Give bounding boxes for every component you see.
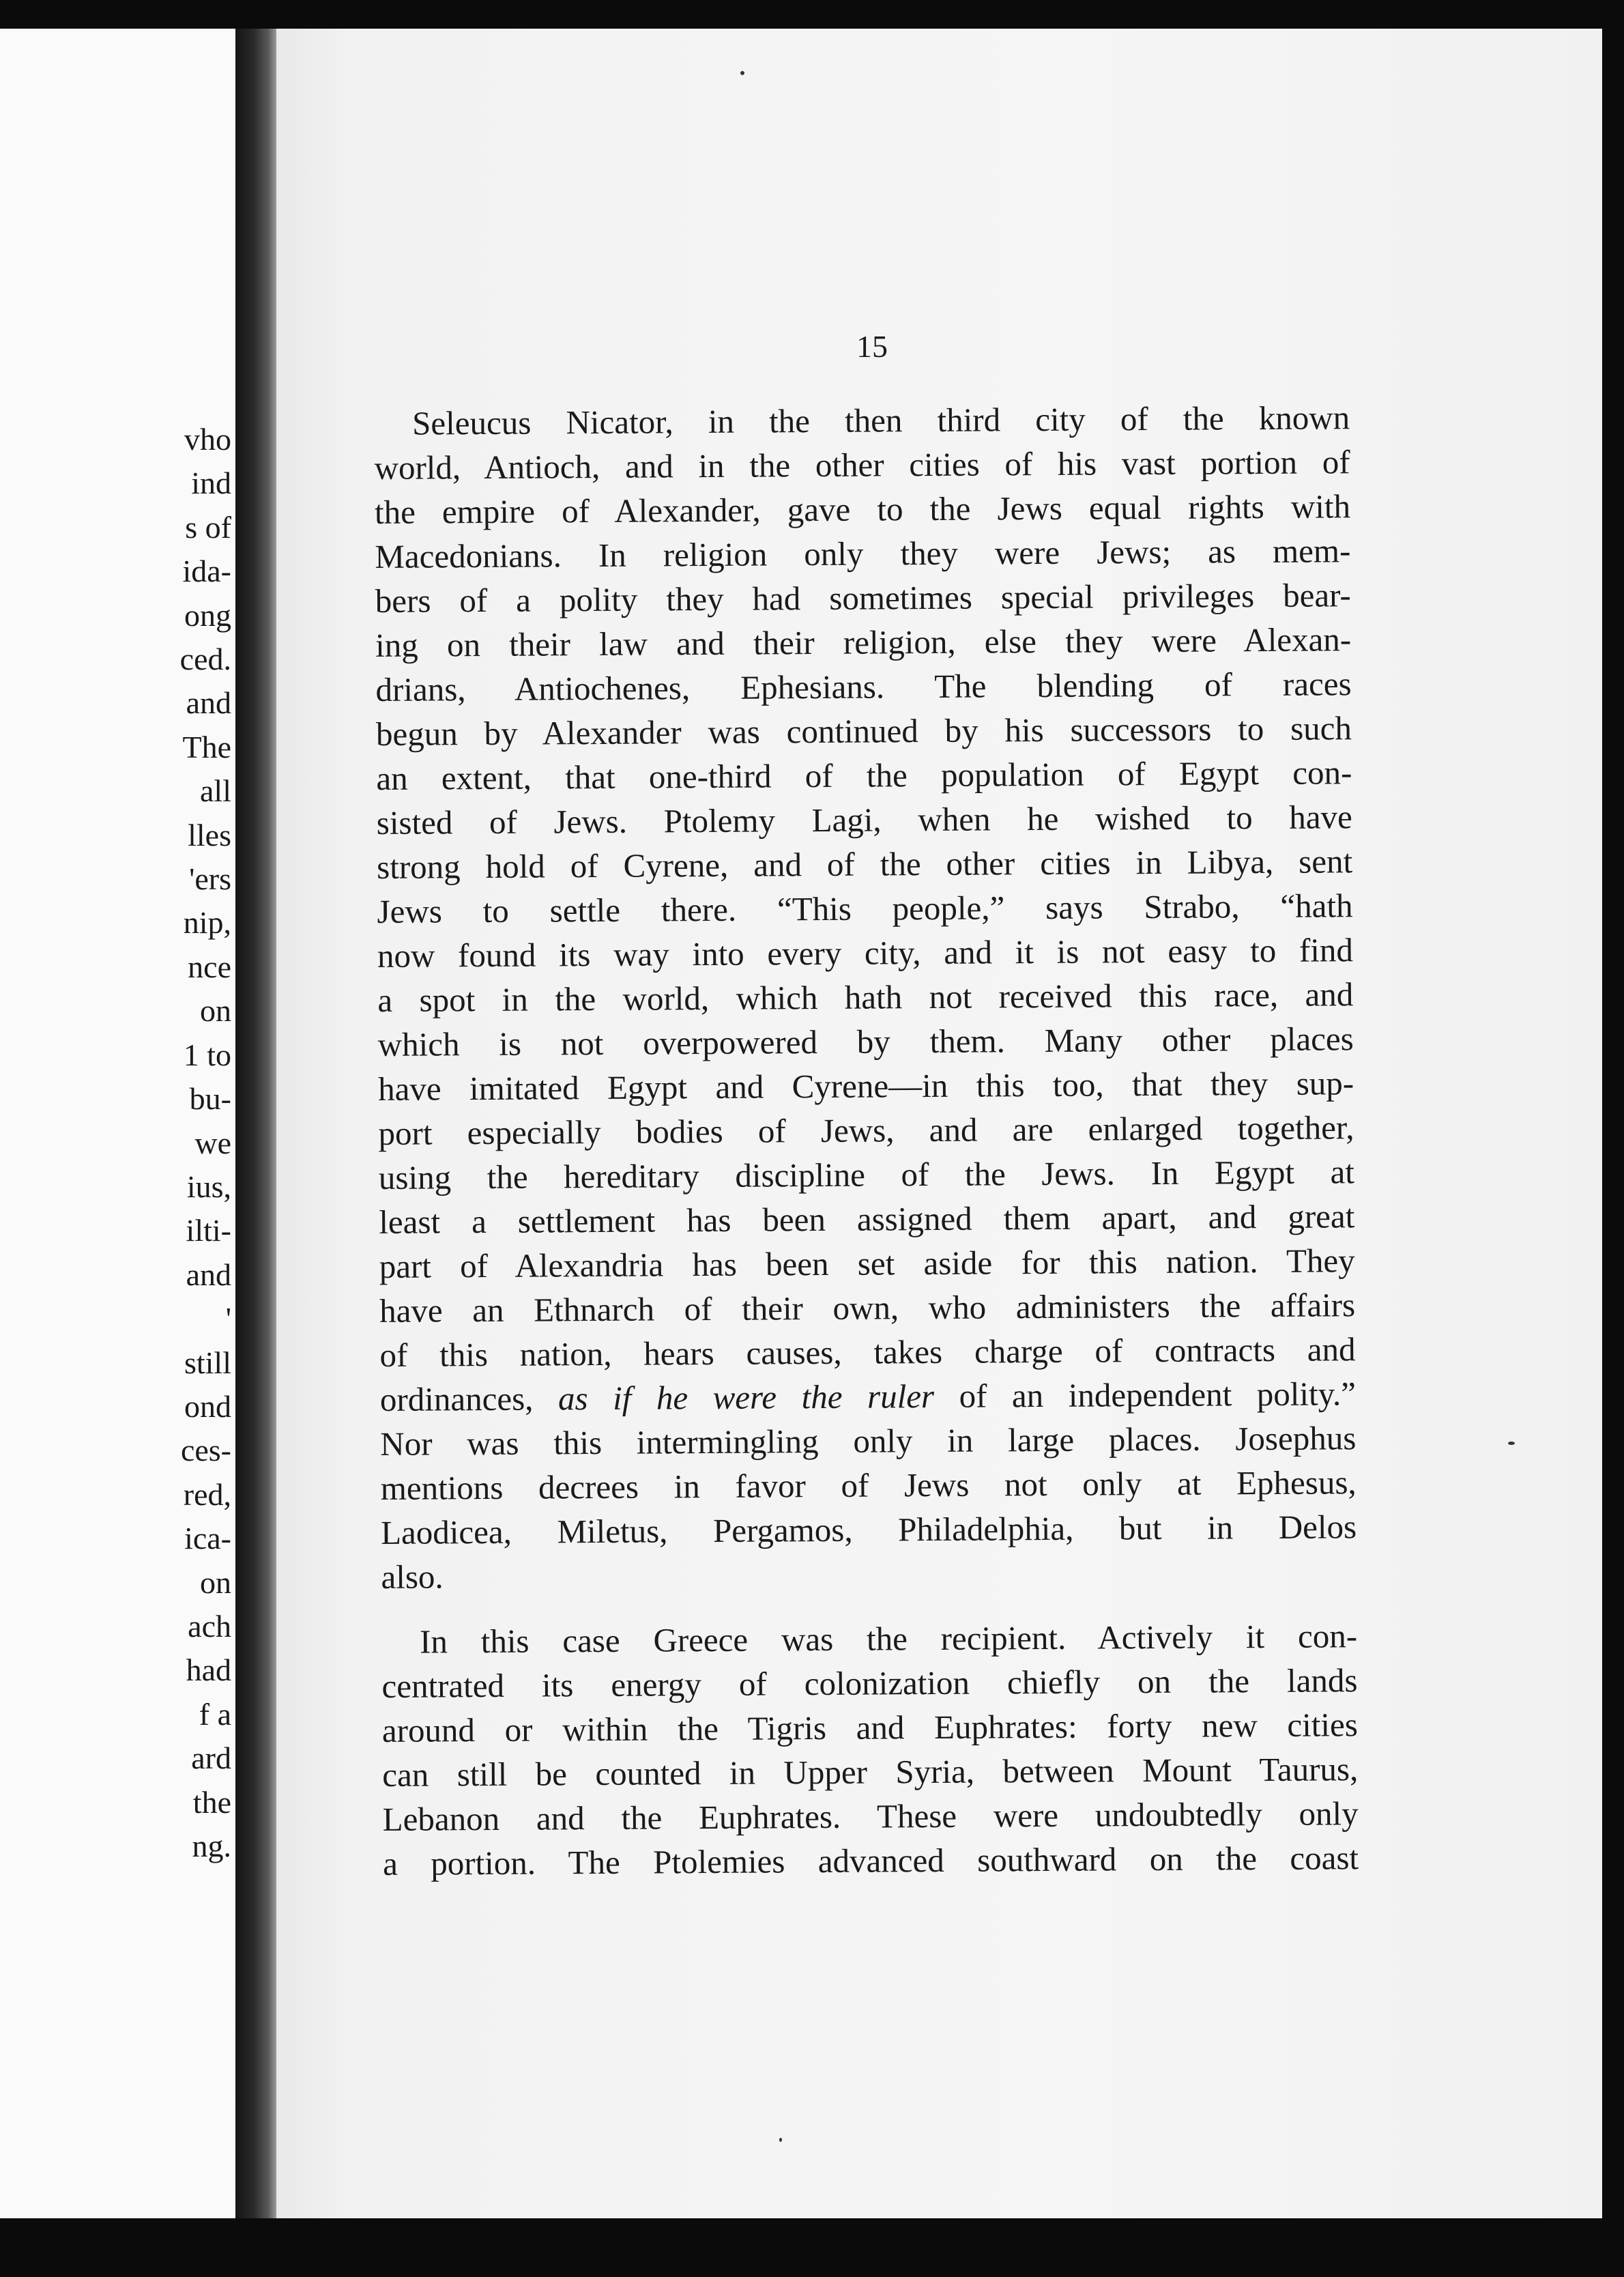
text-run: ordinances,	[379, 1379, 559, 1418]
left-fragment-line: ind	[191, 466, 231, 501]
text-line: least a settlement has been assigned them apart, and great	[379, 1197, 1355, 1241]
text-line: world, Antioch, and in the other cities of his vast portion of	[374, 443, 1350, 487]
left-fragment-line: ond	[184, 1388, 231, 1424]
page-number: 15	[856, 329, 888, 364]
scan-border-right	[1602, 29, 1624, 2218]
text-line: strong hold of Cyrene, and of the other cities in Libya, sent	[377, 842, 1353, 886]
text-line: the empire of Alexander, gave to the Jews equal rights with	[374, 487, 1351, 531]
left-fragment-line: The	[182, 729, 231, 764]
text-line: which is not overpowered by them. Many other places	[377, 1020, 1354, 1063]
text-line: Laodicea, Miletus, Pergamos, Philadelphia, but in Delos	[380, 1508, 1357, 1551]
text-line: also.	[381, 1558, 444, 1596]
text-line: now found its way into every city, and it is not easy to find	[377, 931, 1354, 975]
left-fragment-line: s of	[185, 509, 231, 545]
left-fragment-line: bu-	[189, 1081, 231, 1117]
paragraph	[374, 395, 1357, 1599]
text-line: a spot in the world, which hath not received this race, and	[377, 975, 1354, 1019]
scan-speck	[1508, 1442, 1515, 1445]
text-line: can still be counted in Upper Syria, between Mount Taurus,	[382, 1750, 1359, 1794]
left-fragment-line: ius,	[186, 1169, 231, 1204]
left-fragment-line: all	[200, 773, 231, 809]
text-line: centrated its energy of colonization chiefly on the lands	[381, 1661, 1358, 1705]
text-line: Nor was this intermingling only in large places. Josephus	[380, 1419, 1357, 1463]
scan-border-bottom	[0, 2218, 1624, 2277]
left-fragment-line: ong	[184, 597, 231, 633]
left-fragment-line: on	[200, 1564, 231, 1600]
left-facing-page	[0, 29, 235, 2218]
text-line: Seleucus Nicator, in the then third city of the known	[412, 399, 1350, 442]
text-line: part of Alexandria has been set aside for this nation. They	[379, 1242, 1355, 1285]
left-fragment-line: and	[186, 1257, 231, 1292]
text-line: In this case Greece was the recipient. Actively it con-	[419, 1617, 1358, 1661]
left-fragment-line: red,	[183, 1476, 231, 1512]
left-fragment-line: 1 to	[183, 1037, 231, 1072]
text-line: Jews to settle there. “This people,” says Strabo, “hath	[377, 887, 1353, 930]
left-fragment-line: we	[194, 1125, 231, 1160]
italic-text-run: as if he were the ruler	[557, 1377, 935, 1418]
left-page-text-fragment	[180, 418, 231, 1868]
left-fragment-line: nip,	[183, 905, 231, 941]
left-fragment-line: ced.	[179, 642, 231, 677]
left-fragment-line: ach	[188, 1608, 231, 1644]
left-fragment-line: ces-	[180, 1433, 231, 1468]
scan-speck	[740, 71, 744, 75]
text-line: bers of a polity they had sometimes special privileges bear-	[375, 576, 1351, 620]
page-body-text	[374, 395, 1359, 1886]
text-line: Macedonians. In religion only they were Jews; as mem-	[375, 532, 1351, 575]
text-line: using the hereditary discipline of the Jews. In Egypt at	[378, 1153, 1355, 1197]
left-fragment-line: vho	[184, 422, 231, 457]
left-fragment-line: had	[186, 1652, 231, 1688]
left-fragment-line: still	[184, 1345, 231, 1380]
left-fragment-line: ida-	[182, 554, 231, 589]
text-line: an extent, that one-third of the population of Egypt con-	[376, 754, 1352, 797]
left-fragment-line: '	[225, 1301, 231, 1336]
left-fragment-line: ilti-	[186, 1213, 231, 1248]
left-fragment-line: lles	[188, 817, 231, 853]
left-fragment-line: f a	[199, 1696, 231, 1732]
text-line: of this nation, hears causes, takes charge of contracts and	[379, 1330, 1356, 1374]
text-line: sisted of Jews. Ptolemy Lagi, when he wished to have	[376, 798, 1352, 842]
paragraph	[381, 1614, 1359, 1886]
text-line: mentions decrees in favor of Jews not only at Ephesus,	[380, 1463, 1357, 1507]
scan-border-top	[0, 0, 1624, 29]
text-line-with-italic	[380, 1371, 1356, 1422]
left-fragment-line: ica-	[184, 1521, 231, 1556]
scan-speck	[779, 2138, 782, 2142]
left-fragment-line: the	[192, 1784, 231, 1820]
left-fragment-line: nce	[188, 949, 231, 984]
text-line: a portion. The Ptolemies advanced southward on the coast	[382, 1839, 1359, 1882]
text-line: begun by Alexander was continued by his successors to such	[375, 709, 1352, 753]
left-fragment-line: ard	[191, 1741, 231, 1776]
text-line: have imitated Egypt and Cyrene—in this too, that they sup-	[377, 1064, 1354, 1108]
text-line: port especially bodies of Jews, and are enlarged together,	[378, 1108, 1354, 1152]
left-fragment-line: on	[200, 993, 231, 1029]
text-run: of an independent polity.”	[933, 1375, 1357, 1416]
left-fragment-line: ng.	[192, 1829, 231, 1863]
text-line: drians, Antiochenes, Ephesians. The blending of races	[375, 665, 1352, 708]
left-fragment-line: 'ers	[189, 861, 231, 897]
text-line: have an Ethnarch of their own, who administers the affairs	[379, 1286, 1356, 1330]
text-line: ing on their law and their religion, else they were Alexan-	[375, 620, 1352, 664]
text-line: around or within the Tigris and Euphrates: forty new cities	[381, 1706, 1359, 1749]
text-line: Lebanon and the Euphrates. These were undoubtedly only	[382, 1794, 1359, 1838]
book-gutter-shadow	[235, 29, 276, 2218]
left-fragment-line: and	[186, 685, 231, 721]
